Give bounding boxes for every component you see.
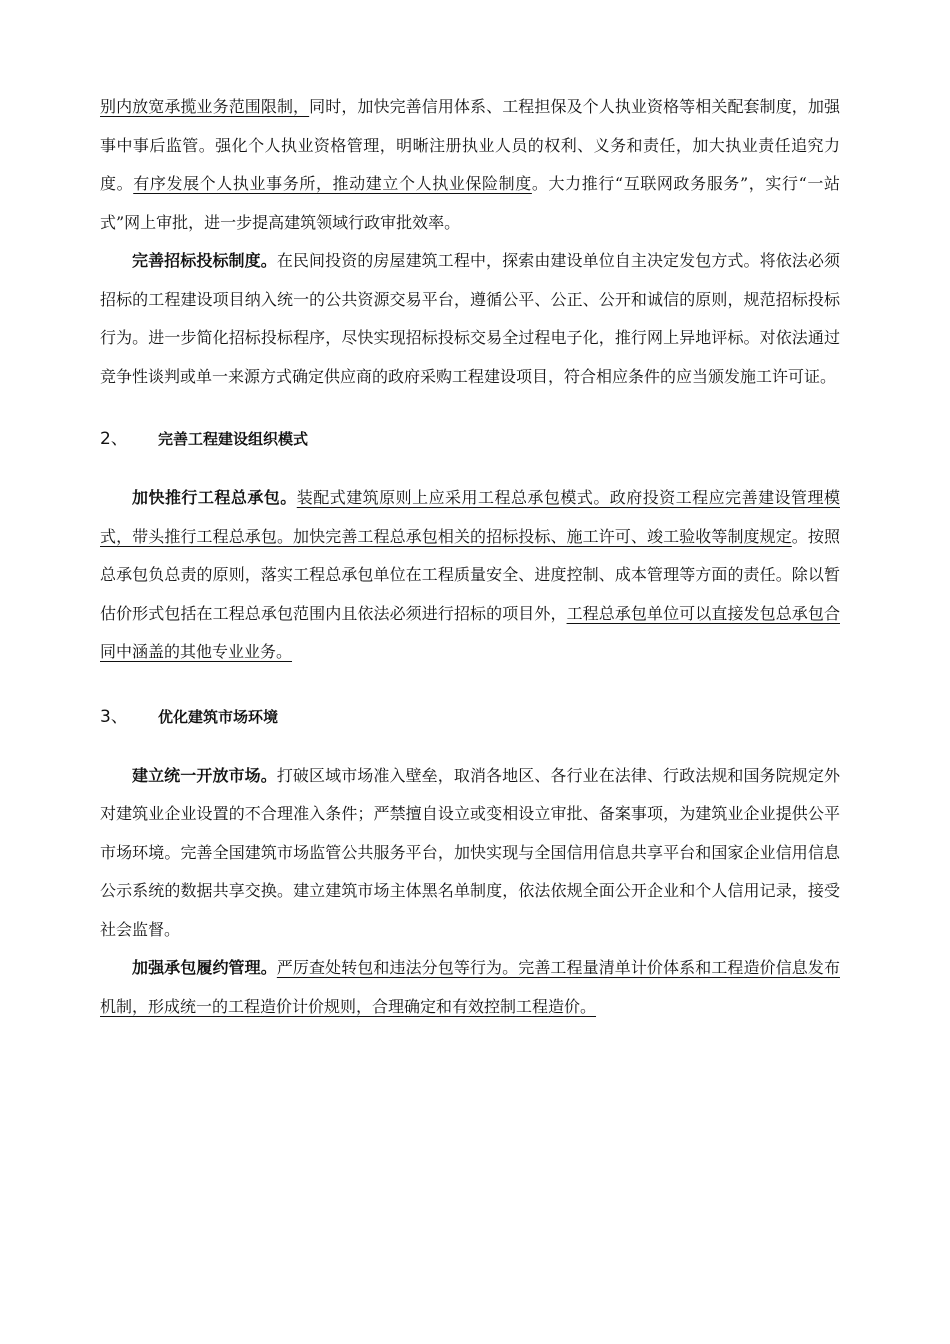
underlined-text: 有序发展个人执业事务所，推动建立个人执业保险制度	[133, 174, 532, 193]
paragraph-contract-performance	[100, 949, 840, 1026]
underlined-text: 工程总承包单位可以直接发包总承包合同中涵盖的其他专业业务。	[100, 603, 840, 661]
paragraph-text: 在民间投资的房屋建筑工程中，探索由建设单位自主决定发包方式。将依法必须招标的工程建设项目纳入统一的公共资源交易平台，遵循公平、公正、公开和诚信的原则，规范招标投标行为。进一步简化招标投标程序，尽快实现招标投标交易全过程电子化，推行网上异地评标。对依法通过竞争性谈判或单一来源方式确定供应商的政府采购工程建设项目，符合相应条件的应当颁发施工许可证。	[100, 251, 840, 386]
section-number: 2、	[100, 429, 128, 449]
paragraph-bidding-system	[100, 242, 840, 396]
underlined-text: 装配式建筑原则上应采用工程总承包模式。政府投资工程应完善建设管理模式，带头推行工程总承包。加快完善工程总承包相关的招标投标、施工许可、竣工验收等制度规定	[100, 488, 840, 546]
paragraph-lead: 完善招标投标制度。	[132, 251, 277, 270]
section-title: 完善工程建设组织模式	[158, 430, 309, 448]
paragraph-open-market	[100, 757, 840, 950]
paragraph-lead: 加强承包履约管理。	[132, 958, 277, 977]
paragraph-general-contracting	[100, 479, 840, 672]
paragraph-lead: 加快推行工程总承包。	[132, 488, 297, 507]
document-page	[100, 88, 840, 1026]
paragraph-lead: 建立统一开放市场。	[132, 765, 277, 785]
section-number: 3、	[100, 706, 128, 727]
paragraph-text: 打破区域市场准入壁垒，取消各地区、各行业在法律、行政法规和国务院规定外对建筑业企业设置的不合理准入条件；严禁擅自设立或变相设立审批、备案事项，为建筑业企业提供公平市场环境。完善全国建筑市场监管公共服务平台，加快实现与全国信用信息共享平台和国家企业信用信息公示系统的数据共享交换。建立建筑市场主体黑名单制度，依法依规全面公开企业和个人信用记录，接受社会监督。	[100, 765, 840, 939]
paragraph-qualification-reform	[100, 88, 840, 242]
underlined-text: 别内放宽承揽业务范围限制，	[100, 97, 310, 116]
paragraph-text: 同时，加快完善信用体系、工程担保及个人执业资格等相关配套制度，加强事中事后监管。强化个人执业资格管理，明晰注册执业人员的权利、义务和责任，加大执业责任追究力度。	[100, 97, 840, 193]
paragraph-text: 。按照总承包负总责的原则，落实工程总承包单位在工程质量安全、进度控制、成本管理等方面的责任。除以暂估价形式包括在工程总承包范围内且依法必须进行招标的项目外，	[100, 526, 840, 623]
section-heading-3	[100, 702, 840, 727]
paragraph-text: 。大力推行“互联网政务服务”，实行“一站式”网上审批，进一步提高建筑领域行政审批效率。	[100, 174, 840, 232]
section-heading-2	[100, 424, 840, 449]
underlined-text: 严厉查处转包和违法分包等行为。完善工程量清单计价体系和工程造价信息发布机制，形成统一的工程造价计价规则，合理确定和有效控制工程造价。	[100, 958, 840, 1016]
section-title: 优化建筑市场环境	[158, 707, 279, 726]
